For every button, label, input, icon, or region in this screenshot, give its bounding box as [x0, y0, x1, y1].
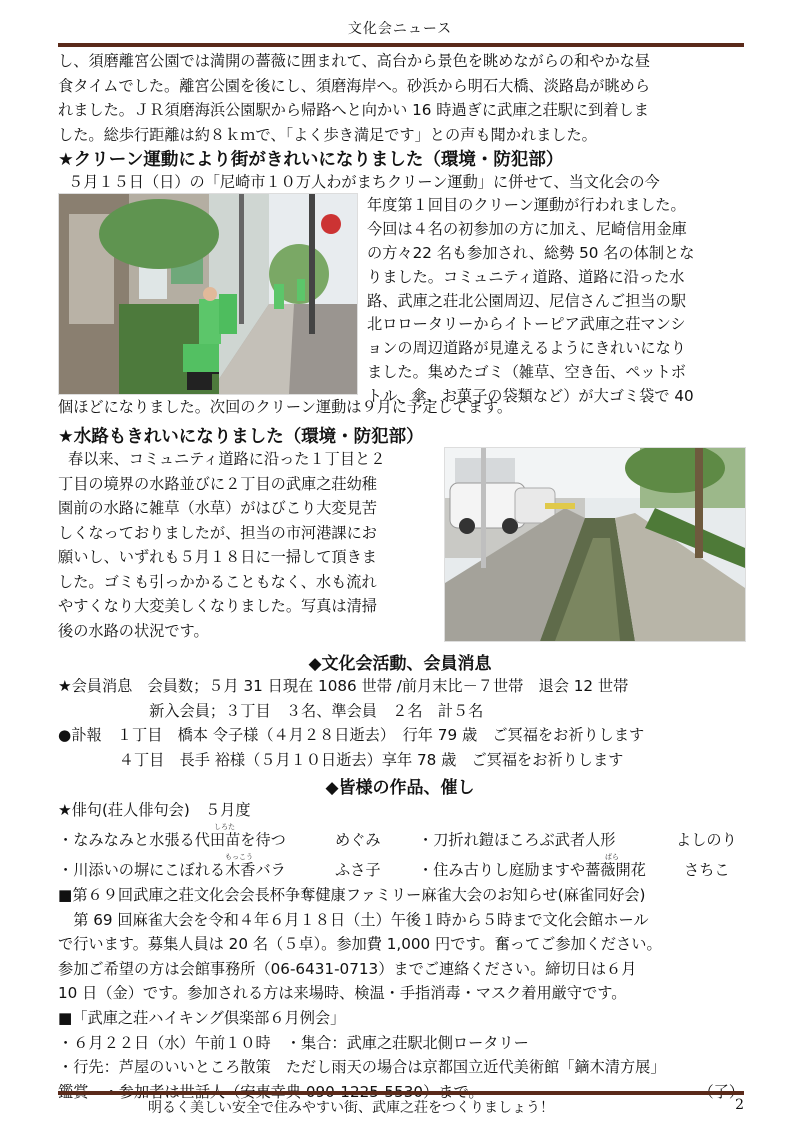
text-line: 丁目の境界の水路並びに２丁目の武庫之荘幼稚 [58, 474, 377, 493]
text-line: 年度第１回目のクリーン運動が行われました。 [367, 196, 686, 214]
text-line: ■「武庫之荘ハイキング倶楽部６月例会」 [58, 1009, 346, 1027]
text-line: ★会員消息 会員数；５月 31 日現在 1086 世帯 /前月末比－７世帯 退会 12 世帯 [58, 677, 629, 695]
mahjong-notice [58, 883, 748, 1006]
text-line: で行います。募集人員は 20 名（５卓）。参加費 1,000 円です。奮ってご参加ください。 [58, 935, 662, 953]
text-line: 後の水路の状況です。 [58, 621, 209, 640]
clean-heading: ★クリーン運動により街がきれいになりました（環境・防犯部） [58, 150, 564, 170]
waterway-image [445, 448, 745, 641]
works-heading: ◆皆様の作品、催し [325, 778, 475, 798]
text-line: りました。コミュニティ道路、道路に沿った水 [367, 267, 685, 286]
haiku-author: さちこ [684, 861, 730, 879]
text-line: ・行先：芦屋のいいところ散策 ただし雨天の場合は京都国立近代美術館「鏑木清方展」 [58, 1058, 666, 1076]
footer-slogan: 明るく美しい安全で住みやすい街、武庫之荘をつくりましょう！ [148, 1100, 554, 1116]
text-line: 第 69 回麻雀大会を令和４年６月１８日（土）午後１時から５時まで文化会館ホール [58, 910, 649, 929]
text-line: ●訃報 １丁目 橋本 令子様（４月２８日逝去） 行年 79 歳 ご冥福をお祈りします [58, 726, 645, 744]
top-rule [58, 43, 744, 47]
bottom-rule [58, 1091, 744, 1095]
haiku-poem: ・なみなみと水張る代田苗を待つ [58, 831, 286, 849]
haiku-poem: ・川添いの塀にこぼれる木香バラ [58, 861, 286, 879]
text-line: 願いし、いずれも５月１８日に一掃して頂きま [58, 548, 377, 566]
text-line: 新入会員；３丁目 ３名、準会員 ２名 計５名 [58, 701, 484, 720]
text-line: ５月１５日（日）の「尼崎市１０万人わがまちクリーン運動」に併せて、当文化会の今 [68, 173, 660, 191]
hiking-notice [58, 1006, 748, 1104]
text-line: の方々22 名も参加され、総勢 50 名の体制とな [367, 243, 695, 262]
intro-paragraph [58, 49, 748, 147]
clean-photo [58, 193, 358, 395]
haiku-author: ふさ子 [335, 861, 381, 879]
text-line: れました。ＪＲ須磨海浜公園駅から帰路へと向かい 16 時過ぎに武庫之荘駅に到着しま [58, 101, 649, 119]
haiku-poem: ・住み古りし庭励ますや薔薇開花 [418, 861, 646, 879]
haiku-title [58, 798, 748, 823]
text-line: やすくなり大変美しくなりました。写真は清掃 [58, 597, 377, 615]
page-number: 2 [735, 1097, 744, 1113]
clean-first-line [58, 170, 748, 195]
text-line: 参加ご希望の方は会館事務所（06-6431-0713）までご連絡ください。締切日は６月 [58, 959, 637, 978]
text-line: ョンの周辺道路が見違えるようにきれいになり [367, 339, 686, 358]
text-line: ました。集めたゴミ（雑草、空き缶、ペットボ [367, 363, 686, 382]
haiku-poem: ・刀折れ鎧ほころぶ武者人形 [418, 831, 616, 849]
text-line: 個ほどになりました。次回のクリーン運動は９月に予定してます。 [58, 398, 513, 416]
text-line: した。ゴミも引っかかることもなく、水も流れ [58, 572, 377, 591]
text-line: しくなっておりましたが、担当の市河港課にお [58, 523, 377, 542]
text-line: ・６月２２日（水）午前１０時 ・集合：武庫之荘駅北側ロータリー [58, 1033, 529, 1052]
water-heading: ★水路もきれいになりました（環境・防犯部） [58, 427, 424, 447]
activity-text [58, 674, 748, 772]
text-line: 食タイムでした。離宮公園を後にし、須磨海岸へ。砂浜から明石大橋、淡路島が眺めら [58, 76, 651, 95]
text-line: トル、傘、お菓子の袋類など）が大ゴミ袋で 40 [367, 387, 694, 406]
street-cleanup-image [59, 194, 357, 394]
clean-side-text [367, 194, 752, 409]
ruby-bara: ばら [605, 853, 619, 861]
clean-last-line [58, 395, 748, 420]
page-title: 文化会ニュース [347, 21, 453, 37]
text-line: 10 日（金）です。参加される方は来場時、検温・手指消毒・マスク着用厳守です。 [58, 984, 627, 1002]
text-line: 春以来、コミュニティ道路に沿った１丁目と２ [68, 450, 386, 468]
haiku-author: めぐみ [335, 831, 381, 849]
text-line: ★俳句(荘人俳句会) ５月度 [58, 801, 251, 819]
text-line: ４丁目 長手 裕様（５月１０日逝去）享年 78 歳 ご冥福をお祈りします [58, 750, 624, 769]
text-line: ■第６９回武庫之荘文化会会長杯争奪健康ファミリー麻雀大会のお知らせ(麻雀同好会) [58, 886, 646, 904]
haiku-author: よしのり [676, 831, 737, 849]
activity-heading: ◆文化会活動、会員消息 [308, 654, 492, 674]
text-line: した。総歩行距離は約８ｋｍで、「よく歩き満足です」との声も聞かれました。 [58, 125, 597, 144]
ruby-shiroda: しろた [214, 823, 235, 831]
text-line: 園前の水路に雑草（水草）がはびこり大変見苦 [58, 499, 377, 517]
text-line: し、須磨離宮公園では満開の薔薇に囲まれて、高台から景色を眺めながらの和やかな昼 [58, 52, 651, 70]
ruby-mokkou: もっこう [225, 853, 253, 861]
text-line: 北ロロータリーからイトーピア武庫之荘マンシ [367, 315, 686, 334]
water-photo [444, 447, 746, 642]
text-line: 路、武庫之荘北公園周辺、尼信さんご担当の駅 [367, 291, 686, 310]
text-line: 今回は４名の初参加の方に加え、尼崎信用金庫 [367, 219, 687, 238]
water-text [58, 447, 443, 643]
